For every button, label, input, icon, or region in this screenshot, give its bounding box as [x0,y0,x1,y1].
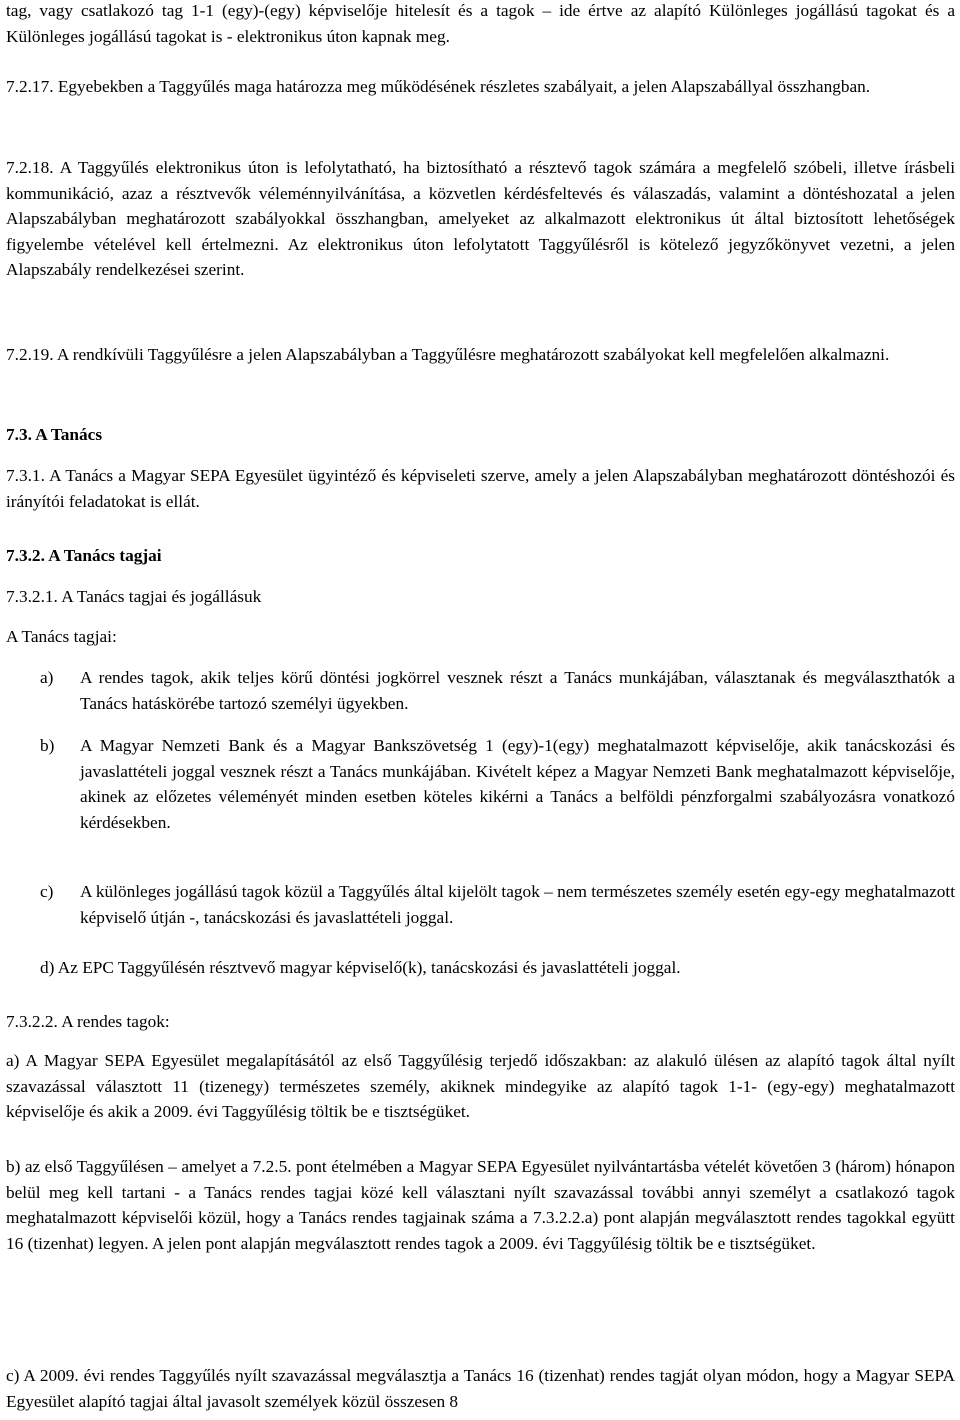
heading-7-3: 7.3. A Tanács [6,425,103,444]
paragraph-7-2-18: 7.2.18. A Taggyűlés elektronikus úton is lefolytatható, ha biztosítható a résztevő tagok számára a megfelelő szóbeli, illetve írásbeli kommunikáció, azaz a résztvevők véleménnyilvánítása, a közvetlen kérdésfeltevés és válaszadás, valamint a döntéshozatal a jelen Alapszabályban meghatározott szabályokkal összhangban, amelyeket az alkalmazott elektronikus út által biztosított lehetőségek figyelembe vételével kell értelmezni. Az elektronikus úton lefolytatott Taggyűlésről is kötelező jegyzőkönyvet vezetni, a jelen Alapszabály rendelkezései szerint. [6,158,955,279]
paragraph-a: a) A Magyar SEPA Egyesület megalapításától az első Taggyűlésig terjedő időszakban: az alakuló ülésen az alapító tagok által nyílt szavazással választott 11 (tizenegy) természetes személy, akiknek mindegyike az alapító tagok 1-1- (egy-egy) meghatalmazott képviselője és akik a 2009. évi Taggyűlésig töltik be e tisztségüket. [6,1051,955,1121]
list-item-text: A rendes tagok, akik teljes körű döntési jogkörrel vesznek részt a Tanács munkájában, választanak és megválaszthatók a Tanács hatáskörébe tartozó személyi ügyekben. [80,668,955,713]
paragraph-7-3-2-2: 7.3.2.2. A rendes tagok: [6,1012,170,1031]
heading-7-3-2: 7.3.2. A Tanács tagjai [6,546,162,565]
list-item-label: c) [40,882,54,901]
list-item-a [40,665,955,716]
list-item-label: a) [40,668,54,687]
list-item-text: A Magyar Nemzeti Bank és a Magyar Bankszövetség 1 (egy)-1(egy) meghatalmazott képviselője, akik tanácskozási és javaslattételi joggal vesznek részt a Tanács munkájában. Kivételt képez a Magyar Nemzeti Bank meghatalmazott képviselője, akinek az előzetes véleményét minden esetben köteles kikérni a Tanács a belföldi pénzforgalmi szabályozásra vonatkozó kérdésekben. [80,736,955,832]
paragraph-b: b) az első Taggyűlésen – amelyet a 7.2.5. pont ételmében a Magyar SEPA Egyesület nyilvántartásba vételét követően 3 (három) hónapon belül meg kell tartani - a Tanács rendes tagjai közé kell választani nyílt szavazással további annyi személyt a csatlakozó tagok meghatalmazott képviselői közül, hogy a Tanács rendes tagjainak száma a 7.3.2.2.a) pont alapján megválasztott rendes tagokkal együtt 16 (tizenhat) legyen. A jelen pont alapján megválasztott rendes tagok a 2009. évi Taggyűlésig töltik be e tisztségüket. [6,1157,955,1253]
paragraph-7-2-19: 7.2.19. A rendkívüli Taggyűlésre a jelen Alapszabályban a Taggyűlésre meghatározott szabályokat kell megfelelően alkalmazni. [6,345,890,364]
paragraph-tanacs-tagjai: A Tanács tagjai: [6,627,117,646]
list-item-d: d) Az EPC Taggyűlésén résztvevő magyar képviselő(k), tanácskozási és javaslattételi joggal. [40,958,681,977]
list-item-b [40,733,955,835]
paragraph-c: c) A 2009. évi rendes Taggyűlés nyílt szavazással megválasztja a Tanács 16 (tizenhat) rendes tagját olyan módon, hogy a Magyar SEPA Egyesület alapító tagjai által javasolt személyek közül összesen 8 [6,1366,955,1411]
list-item-text: A különleges jogállású tagok közül a Taggyűlés által kijelölt tagok – nem természetes személy esetén egy-egy meghatalmazott képviselő útján -, tanácskozási és javaslattételi joggal. [80,882,955,927]
list-item-label: b) [40,736,55,755]
paragraph-7-2-17: 7.2.17. Egyebekben a Taggyűlés maga határozza meg működésének részletes szabályait, a jelen Alapszabállyal összhangban. [6,77,871,96]
paragraph-7-3-1: 7.3.1. A Tanács a Magyar SEPA Egyesület ügyintéző és képviseleti szerve, amely a jelen Alapszabályban meghatározott döntéshozói és irányítói feladatokat is ellát. [6,466,955,511]
paragraph-intro: tag, vagy csatlakozó tag 1-1 (egy)-(egy) képviselője hitelesít és a tagok – ide értve az alapító Különleges jogállású tagokat és a Különleges jogállású tagokat is - elektronikus úton kapnak meg. [6,1,955,46]
list-item-c [40,879,955,930]
paragraph-7-3-2-1: 7.3.2.1. A Tanács tagjai és jogállásuk [6,587,262,606]
